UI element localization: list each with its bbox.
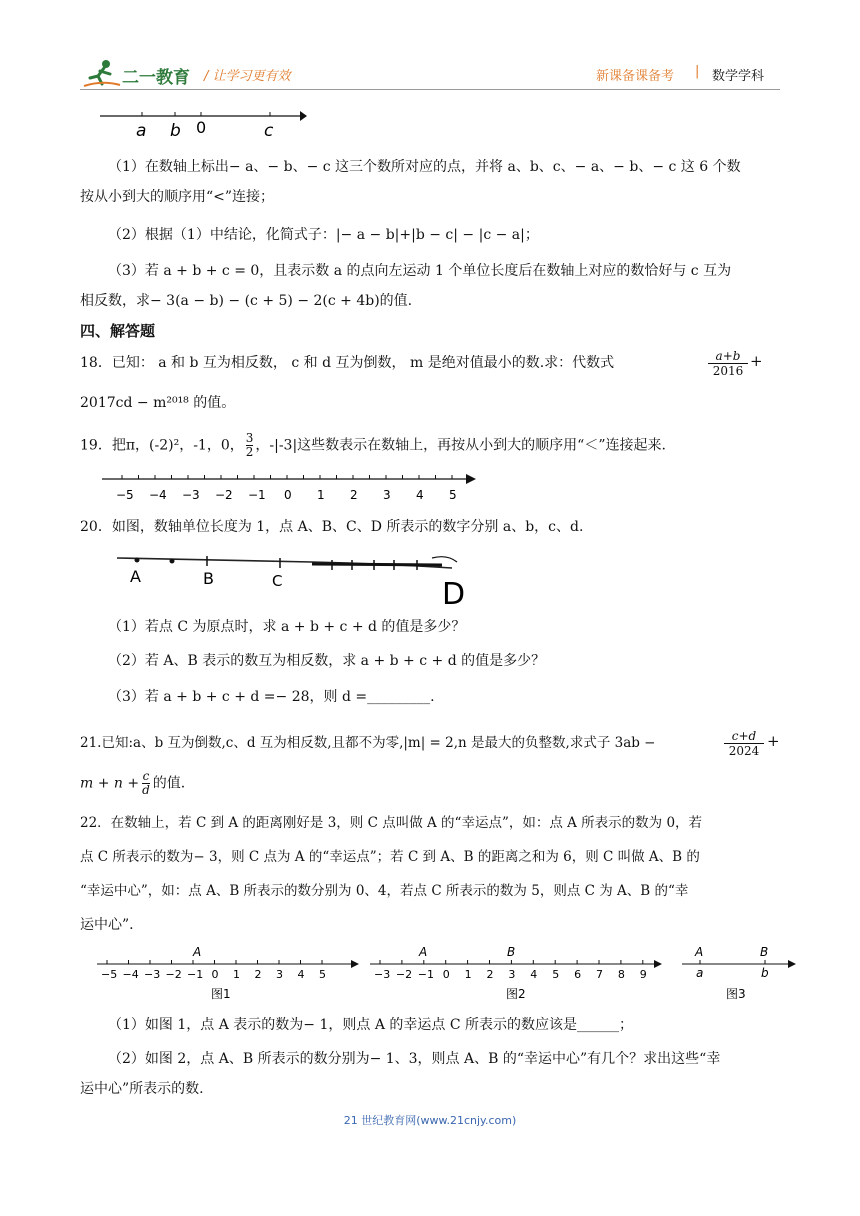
axis-tick-label: 2 bbox=[254, 968, 262, 981]
fig1-label-A: A bbox=[193, 945, 202, 959]
number-line-abc bbox=[95, 104, 310, 140]
q20-label-C: C bbox=[272, 572, 283, 590]
fig1-ticks bbox=[101, 960, 326, 981]
q21-plus: + bbox=[767, 732, 780, 750]
axis-tick-label: −4 bbox=[122, 968, 139, 981]
axis-tick-label: 5 bbox=[449, 488, 457, 502]
fig3-label-B: B bbox=[760, 945, 769, 959]
q19-fraction bbox=[246, 432, 254, 459]
fig2-label-A: A bbox=[419, 945, 428, 959]
header-course-label: 新课备课备考 bbox=[596, 69, 675, 84]
axis-tick-label: 2 bbox=[486, 968, 494, 981]
axis-tick-label: 3 bbox=[383, 488, 391, 502]
axis-tick-label: −2 bbox=[215, 488, 233, 502]
q18-line1 bbox=[80, 350, 780, 376]
q20-stem: 20．如图，数轴单位长度为 1，点 A、B、C、D 所表示的数字分别 a、b，c、d. bbox=[80, 519, 584, 535]
axis-tick-label: −3 bbox=[182, 488, 200, 502]
q22-line3: “幸运中心”，如：点 A、B 所表示的数分别为 0、4，若点 C 所表示的数为 5，则点 C 为 A、B 的“幸 bbox=[80, 883, 689, 899]
q19-text-a: 19．把π，(-2)²，-1，0， bbox=[80, 437, 244, 454]
axis-tick-label: 5 bbox=[319, 968, 326, 981]
q18-frac-num: a+b bbox=[708, 349, 748, 364]
q18-frac-den: 2016 bbox=[712, 364, 744, 378]
fig3-caption: 图3 bbox=[726, 987, 746, 1001]
axis-tick-label: 7 bbox=[596, 968, 603, 981]
q21-frac2-num: c bbox=[142, 769, 150, 783]
fig3-label-b: b bbox=[761, 966, 769, 980]
axis-tick-label: 0 bbox=[284, 488, 292, 502]
axis-tick-label: 4 bbox=[530, 968, 538, 981]
q19-frac-num: 3 bbox=[245, 431, 254, 445]
q20-hand-drawn-line bbox=[112, 548, 472, 608]
axis-tick-label: 4 bbox=[297, 968, 305, 981]
fig2-label-B: B bbox=[507, 945, 516, 959]
fig1-caption: 图1 bbox=[211, 987, 231, 1001]
fig2-caption: 图2 bbox=[506, 987, 526, 1001]
q22-line1: 22．在数轴上，若 C 到 A 的距离刚好是 3，则 C 点叫做 A 的“幸运点”，如：点 A 所表示的数为 0，若 bbox=[80, 815, 703, 831]
q17-part3: （3）若 a + b + c = 0，且表示数 a 的点向左运动 1 个单位长度后在数轴上对应的数恰好与 c 互为 bbox=[108, 263, 732, 279]
q22-figure1 bbox=[95, 940, 365, 1010]
q21-fraction bbox=[724, 729, 764, 758]
header-divider bbox=[80, 89, 780, 90]
axis-tick-label: 8 bbox=[617, 968, 625, 981]
q21-line1: 21.已知:a、b 互为倒数,c、d 互为相反数,且都不为零,|m| = 2,n 是最大的负整数,求式子 3ab − bbox=[80, 735, 656, 751]
q20-part1: （1）若点 C 为原点时，求 a + b + c + d 的值是多少？ bbox=[108, 619, 466, 635]
q21-fraction2 bbox=[142, 770, 150, 797]
q18-fraction bbox=[708, 349, 748, 378]
axis-tick-label: −5 bbox=[101, 968, 118, 981]
header-separator: | bbox=[695, 64, 700, 79]
q18-plus: + bbox=[750, 352, 763, 370]
axis-tick-label: −1 bbox=[187, 968, 204, 981]
axis-tick-label: −2 bbox=[395, 968, 413, 981]
axis-tick-label: 4 bbox=[416, 488, 424, 502]
axis-tick-label: −4 bbox=[149, 488, 167, 502]
q19-stem bbox=[80, 432, 780, 459]
q19-text-b: ，-|-3|这些数表示在数轴上，再按从小到大的顺序用“＜”连接起来. bbox=[255, 437, 666, 454]
axis-tick-label: 1 bbox=[233, 968, 240, 981]
axis-tick-label: 2 bbox=[350, 488, 358, 502]
q19-frac-den: 2 bbox=[245, 445, 254, 459]
q22-line4: 运中心”. bbox=[80, 917, 134, 933]
axis-tick-label: 6 bbox=[574, 968, 582, 981]
axis-tick-label: −3 bbox=[374, 968, 391, 981]
footer: 21 世纪教育网(www.21cnjy.com) bbox=[343, 1114, 517, 1127]
axis-tick-label: −3 bbox=[144, 968, 161, 981]
fig2-ticks bbox=[374, 960, 647, 981]
q21-line2-b: 的值. bbox=[152, 775, 186, 792]
q17-part1: （1）在数轴上标出− a、− b、− c 这三个数所对应的点，并将 a、b、c、− a、− b、− c 这 6 个数 bbox=[108, 159, 741, 175]
section-title: 四、解答题 bbox=[80, 322, 156, 340]
logo-runner-icon bbox=[82, 58, 122, 88]
q21-frac-num: c+d bbox=[724, 729, 764, 744]
q21-frac2-den: d bbox=[142, 783, 150, 797]
label-zero: 0 bbox=[196, 118, 207, 137]
header-subject-label: 数学学科 bbox=[712, 69, 765, 84]
axis-tick-label: −5 bbox=[116, 488, 134, 502]
q20-label-D: D bbox=[442, 577, 466, 608]
slogan: / 让学习更有效 bbox=[204, 69, 291, 84]
label-b: b bbox=[170, 121, 181, 140]
axis-tick-label: −1 bbox=[417, 968, 435, 981]
q22-part1: （1）如图 1，点 A 表示的数为− 1，则点 A 的幸运点 C 所表示的数应该是______； bbox=[108, 1017, 633, 1033]
axis-tick-label: 1 bbox=[317, 488, 325, 502]
axis-tick-label: 3 bbox=[276, 968, 283, 981]
q20-label-B: B bbox=[203, 569, 214, 588]
logo-text: 二一教育 bbox=[122, 68, 190, 88]
q22-part2-cont: 运中心”所表示的数. bbox=[80, 1081, 204, 1097]
axis-tick-label: 1 bbox=[464, 968, 472, 981]
q22-figure2 bbox=[368, 940, 668, 1010]
q21-line2 bbox=[80, 770, 780, 797]
q18-text: 18．已知： a 和 b 互为相反数， c 和 d 互为倒数， m 是绝对值最小的数.求：代数式 bbox=[80, 355, 615, 371]
fig3-label-a: a bbox=[696, 966, 704, 980]
axis-tick-label: 3 bbox=[508, 968, 516, 981]
axis-tick-label: 0 bbox=[442, 968, 450, 981]
q17-part2: （2）根据（1）中结论，化简式子：|− a − b|+|b − c| − |c − a|； bbox=[108, 227, 539, 243]
q21-frac-den: 2024 bbox=[728, 744, 760, 758]
axis-tick-label: 0 bbox=[211, 968, 219, 981]
label-c: c bbox=[264, 121, 274, 140]
q17-part1-cont: 按从小到大的顺序用“<”连接； bbox=[80, 189, 275, 205]
q18-line2: 2017cd − m²⁰¹⁸ 的值。 bbox=[80, 395, 236, 411]
q20-part3: （3）若 a + b + c + d =− 28，则 d =_________. bbox=[108, 689, 435, 705]
q21-line2-a: m + n + bbox=[80, 775, 140, 792]
q17-part3-cont: 相反数，求− 3(a − b) − (c + 5) − 2(c + 4b)的值. bbox=[80, 293, 413, 309]
axis-tick-label: 5 bbox=[552, 968, 560, 981]
q20-part2: （2）若 A、B 表示的数互为相反数，求 a + b + c + d 的值是多少？ bbox=[108, 653, 546, 669]
q22-part2: （2）如图 2，点 A、B 所表示的数分别为− 1、3，则点 A、B 的“幸运中心”有几个？求出这些“幸 bbox=[108, 1051, 721, 1067]
q22-line2: 点 C 所表示的数为− 3，则 C 点为 A 的“幸运点”；若 C 到 A、B 的距离之和为 6，则 C 叫做 A、B 的 bbox=[80, 849, 700, 865]
q19-number-line bbox=[100, 468, 480, 508]
axis-tick-label: −2 bbox=[165, 968, 182, 981]
fig3-label-A: A bbox=[695, 945, 704, 959]
axis-tick-label: −1 bbox=[248, 488, 266, 502]
q20-label-A: A bbox=[130, 567, 141, 586]
q22-figure3 bbox=[678, 940, 803, 1010]
axis-tick-label: 9 bbox=[639, 968, 647, 981]
label-a: a bbox=[136, 121, 147, 140]
